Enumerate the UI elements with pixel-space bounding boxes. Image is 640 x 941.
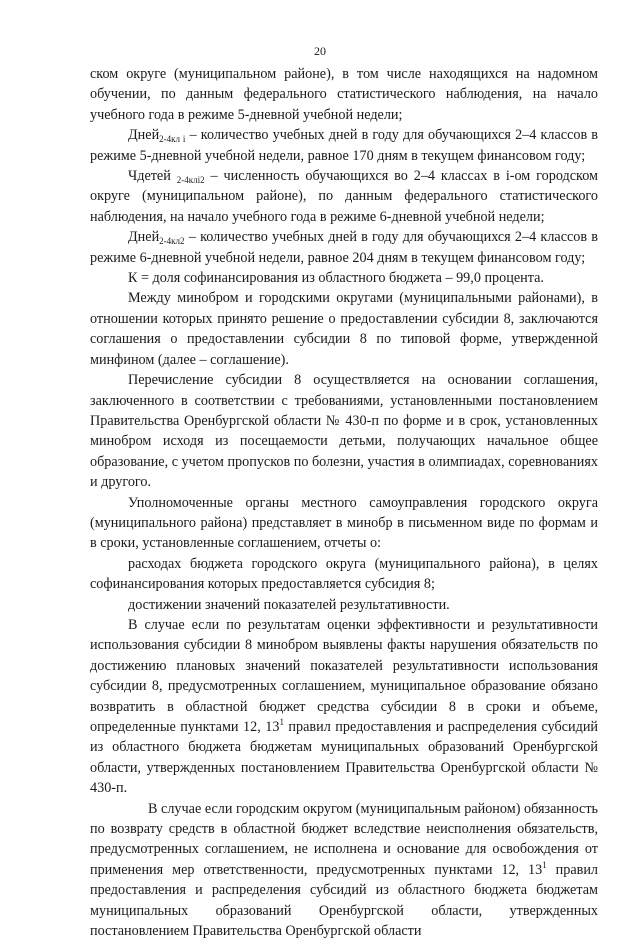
paragraph-continuation: ском округе (муниципальном районе), в том числе находящихся на надомном обучении, по данным федерального статистического наблюдения, на начало учебного года в режиме 5-дневной учебной недели; bbox=[90, 66, 598, 123]
paragraph-report-indicators: достижении значений показателей результативности. bbox=[128, 596, 450, 613]
paragraph-transfer: Перечисление субсидии 8 осуществляется на основании соглашения, заключенного в соответствии с требованиями, установленными постановлением Правительства Оренбургской области № 430-п по форме и в срок, установленных минобром исходя из посещаемости детьми, получающих начальное общее образование, с учетом пропусков по болезни, участия в олимпиадах, соревнованиях и другого. bbox=[90, 372, 598, 491]
paragraph-refund-obligation bbox=[90, 799, 598, 941]
variable-name: Дней bbox=[128, 229, 160, 246]
paragraph-days-5day bbox=[90, 125, 598, 166]
paragraph-report-expenses: расходах бюджета городского округа (муниципального района), в целях софинансирования которых предоставляется субсидия 8; bbox=[90, 555, 598, 593]
variable-name: Чдетей bbox=[128, 168, 177, 185]
variable-subscript: 2-4клi2 bbox=[176, 175, 205, 186]
paragraph-reports: Уполномоченные органы местного самоуправления городского округа (муниципального района) представляет в минобр в письменном виде по формам и в сроки, установленные соглашением, отчеты о: bbox=[90, 494, 598, 552]
paragraph-cofinancing: К = доля софинансирования из областного бюджета – 99,0 процента. bbox=[128, 270, 544, 287]
paragraph-text: правил предоставления и распределения субсидий из областного бюджета бюджетам муниципальных образований Оренбургской области, утвержденных постановлением Правительства Оренбургской области bbox=[90, 861, 599, 940]
paragraph-text: В случае если городским округом (муниципальным районом) обязанность по возврату средств в областной бюджет вследствие неисполнения обязательств, предусмотренных соглашением, не исполнена и основание для освобождения от применения мер ответственности, предусмотренных пунктами 12, 13 bbox=[90, 800, 598, 878]
superscript: 1 bbox=[542, 859, 547, 870]
paragraph-violations bbox=[90, 615, 598, 799]
document-body bbox=[90, 64, 598, 941]
variable-name: Дней bbox=[128, 127, 160, 144]
paragraph-text: В случае если по результатам оценки эффективности и результативности использования субсидии 8 минобром выявлены факты нарушения обязательств по достижению плановых значений показателей результативности использования субсидии 8, предусмотренных соглашением, муниципальное образование обязано возвратить в областной бюджет средства субсидии 8 в сроки и объеме, определенные пунктами 12, 13 bbox=[90, 616, 598, 735]
page-number: 20 bbox=[314, 44, 326, 58]
paragraph-text: правил предоставления и распределения субсидий из областного бюджета бюджетам муниципальных образований Оренбургской области, утвержденных постановлением Правительства Оренбургской области № 430-п. bbox=[90, 719, 598, 797]
paragraph-text: – количество учебных дней в году для обучающихся 2–4 классов в режиме 5-дневной учебной недели, равное 170 дням в текущем финансовом году; bbox=[90, 127, 598, 164]
paragraph-days-6day bbox=[90, 227, 598, 268]
variable-subscript: 2-4кл2 bbox=[159, 236, 185, 247]
paragraph-text: – количество учебных дней в году для обучающихся 2–4 классов в режиме 6-дневной учебной недели, равное 204 дням в текущем финансовом году; bbox=[90, 229, 598, 266]
paragraph-text: – численность обучающихся во 2–4 классах в i-ом городском округе (муниципальном районе), по данным федерального статистического наблюдения, на начало учебного года в режиме 6-дневной учебной недели; bbox=[90, 168, 598, 225]
paragraph-agreements: Между минобром и городскими округами (муниципальными районами), в отношении которых принято решение о предоставлении субсидии 8, заключаются соглашения о предоставлении субсидии 8 по типовой форме, утвержденной минфином (далее – соглашение). bbox=[90, 290, 598, 368]
superscript: 1 bbox=[279, 717, 284, 727]
paragraph-children-6day bbox=[90, 166, 598, 227]
variable-subscript: 2-4кл i bbox=[159, 134, 186, 145]
